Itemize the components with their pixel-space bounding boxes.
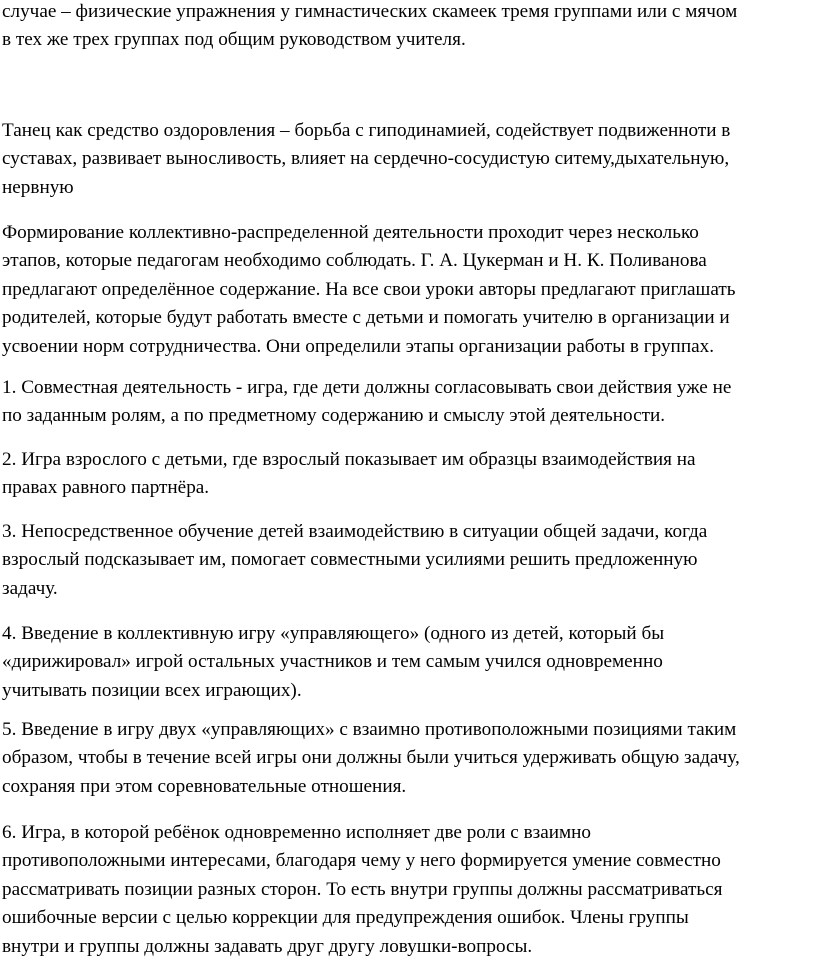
text-line: сохраняя при этом соревновательные отношения.: [2, 775, 407, 797]
text-line: 5. Введение в игру двух «управляющих» с взаимно противоположными позициями таким: [2, 719, 737, 740]
text-line: 1. Совместная деятельность - игра, где дети должны согласовывать свои действия уже не: [2, 377, 732, 398]
text-line: внутри и группы должны задавать друг другу ловушки-вопросы.: [2, 935, 533, 957]
list-item-6: [2, 819, 722, 961]
text-line: усвоении норм сотрудничества. Они определили этапы организации работы в группах.: [2, 335, 714, 357]
text-line: нервную: [2, 176, 74, 198]
text-line: рассматривать позиции разных сторон. То есть внутри группы должны рассматриваться: [2, 878, 723, 900]
text-line: задачу.: [2, 577, 58, 599]
text-line: 4. Введение в коллективную игру «управляющего» (одного из детей, который бы: [2, 623, 665, 644]
text-line: образом, чтобы в течение всей игры они должны были учиться удерживать общую задачу,: [2, 747, 740, 769]
text-line: ошибочные версии с целью коррекции для предупреждения ошибок. Члены группы: [2, 907, 689, 929]
paragraph-dance: [2, 117, 730, 202]
list-item-5: [2, 716, 740, 801]
paragraph-formation: [2, 219, 735, 361]
text-line: противоположными интересами, благодаря чему у него формируется умение совместно: [2, 850, 721, 872]
text-line: Танец как средство оздоровления – борьба с гиподинамией, содействует подвиженноти в: [2, 120, 731, 141]
paragraph-intro: [2, 0, 737, 55]
text-line: родителей, которые будут работать вместе с детьми и помогать учителю в организации и: [2, 307, 730, 329]
list-item-1: [2, 374, 731, 431]
list-item-3: [2, 518, 707, 603]
list-item-2: [2, 446, 696, 503]
text-line: по заданным ролям, а по предметному содержанию и смыслу этой деятельности.: [2, 405, 666, 427]
text-line: суставах, развивает выносливость, влияет на сердечно-сосудистую ситему,дыхательную,: [2, 148, 730, 170]
text-line: правах равного партнёра.: [2, 477, 210, 499]
text-line: предлагают определённое содержание. На все свои уроки авторы предлагают приглашать: [2, 278, 736, 300]
text-line: случае – физические упражнения у гимнастических скамеек тремя группами или с мячом: [2, 1, 738, 22]
list-item-4: [2, 620, 664, 705]
text-line: Формирование коллективно-распределенной деятельности проходит через несколько: [2, 222, 699, 243]
text-line: 3. Непосредственное обучение детей взаимодействию в ситуации общей задачи, когда: [2, 521, 708, 542]
text-line: учитывать позиции всех играющих).: [2, 679, 302, 701]
text-line: этапов, которые педагогам необходимо соблюдать. Г. А. Цукерман и Н. К. Поливанова: [2, 250, 707, 272]
text-line: 2. Игра взрослого с детьми, где взрослый показывает им образцы взаимодействия на: [2, 449, 696, 470]
text-line: в тех же трех группах под общим руководством учителя.: [2, 29, 466, 51]
text-line: 6. Игра, в которой ребёнок одновременно исполняет две роли с взаимно: [2, 822, 592, 843]
text-line: взрослый подсказывает им, помогает совместными усилиями решить предложенную: [2, 549, 698, 571]
text-line: «дирижировал» игрой остальных участников и тем самым учился одновременно: [2, 651, 663, 673]
